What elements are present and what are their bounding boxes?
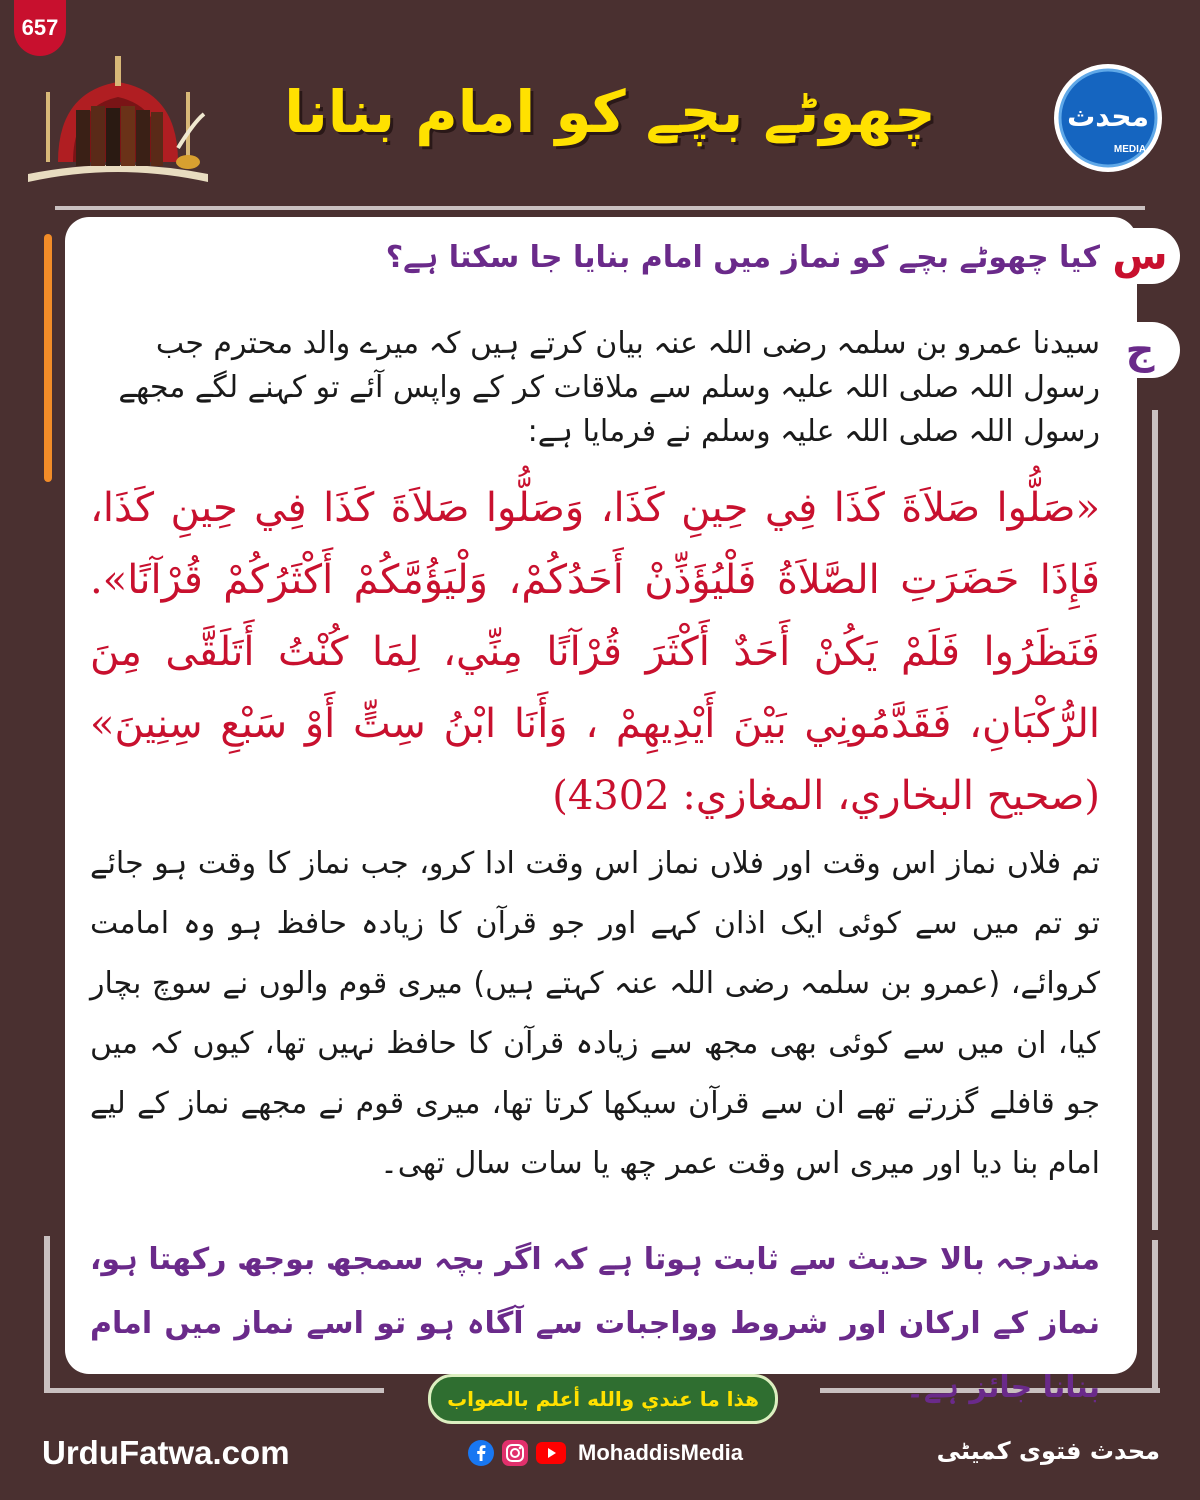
website-link[interactable]: UrduFatwa.com <box>42 1434 290 1471</box>
conclusion-text: مندرجہ بالا حدیث سے ثابت ہوتا ہے کہ اگر بچہ سمجھ بوجھ رکھتا ہو، نماز کے ارکان اور شروط وواجبات سے آگاہ ہو تو اسے نماز میں امام بنانا جائز ہے۔ <box>90 1242 1100 1405</box>
question-badge: س <box>1100 228 1180 284</box>
decor-bar-left-orange <box>44 234 52 482</box>
closing-phrase: هذا ما عندي والله أعلم بالصواب <box>428 1374 778 1424</box>
decor-line-top <box>55 206 1145 210</box>
youtube-icon[interactable] <box>536 1442 566 1464</box>
social-handle[interactable]: MohaddisMedia <box>578 1440 744 1465</box>
logo-text: محدث <box>1067 100 1149 133</box>
facebook-icon[interactable] <box>468 1440 494 1466</box>
mohaddis-media-logo <box>1052 62 1164 174</box>
question-text: کیا چھوٹے بچے کو نماز میں امام بنایا جا سکتا ہے؟ <box>385 240 1100 275</box>
logo-subtext: MEDIA <box>1113 144 1147 155</box>
decor-bar-bottom-left <box>44 1236 50 1391</box>
books-illustration <box>18 52 218 184</box>
page-number: 657 <box>14 0 66 56</box>
hadith-translation: تم فلاں نماز اس وقت اور فلاں نماز اس وقت ادا کرو، جب نماز کا وقت ہو جائے تو تم میں سے کوئی ایک اذان کہے اور جو قرآن کا زیادہ حافظ ہو وہ امامت کروائے، (عمرو بن سلمہ رضی اللہ عنہ کہتے ہیں) میری قوم والوں نے سوچ بچار کیا، ان میں سے کوئی بھی مجھ سے زیادہ قرآن کا حافظ نہیں تھا، کیوں کہ میں جو قافلے گزرتے تھے ان سے قرآن سیکھا کرتا تھا، میری قوم نے مجھے نماز کے لیے امام بنا دیا اور میری اس وقت عمر چھ یا سات سال تھی۔ <box>90 846 1100 1181</box>
committee-name: محدث فتوی کمیٹی <box>936 1437 1160 1465</box>
hadith-arabic: «صَلُّوا صَلاَةَ كَذَا فِي حِينِ كَذَا، وَصَلُّوا صَلاَةَ كَذَا فِي حِينِ كَذَا، فَإِذَا حَضَرَتِ الصَّلاَةُ فَلْيُؤَذِّنْ أَحَدُكُمْ، وَلْيَؤُمَّكُمْ أَكْثَرُكُمْ قُرْآنًا». فَنَظَرُوا فَلَمْ يَكُنْ أَحَدٌ أَكْثَرَ قُرْآنًا مِنِّي، لِمَا كُنْتُ أَتَلَقَّى مِنَ الرُّكْبَانِ، فَقَدَّمُونِي بَيْنَ أَيْدِيهِمْ ، وَأَنَا ابْنُ سِتٍّ أَوْ سَبْعِ سِنِينَ» (صحيح البخاري، المغازي: 4302) <box>90 485 1100 819</box>
answer-intro: سیدنا عمرو بن سلمہ رضی اللہ عنہ بیان کرتے ہیں کہ میرے والد محترم جب رسول اللہ صلی اللہ علیہ وسلم سے ملاقات کر کے واپس آئے تو کہنے لگے مجھے رسول اللہ صلی اللہ علیہ وسلم نے فرمایا ہے: <box>118 326 1100 449</box>
decor-bar-right <box>1152 1240 1158 1390</box>
social-links <box>468 1440 743 1466</box>
instagram-icon[interactable] <box>502 1440 528 1466</box>
decor-bar-right-top <box>1152 410 1158 1230</box>
answer-badge: ج <box>1100 322 1180 378</box>
page-title: چھوٹے بچے کو امام بنانا <box>284 78 936 146</box>
